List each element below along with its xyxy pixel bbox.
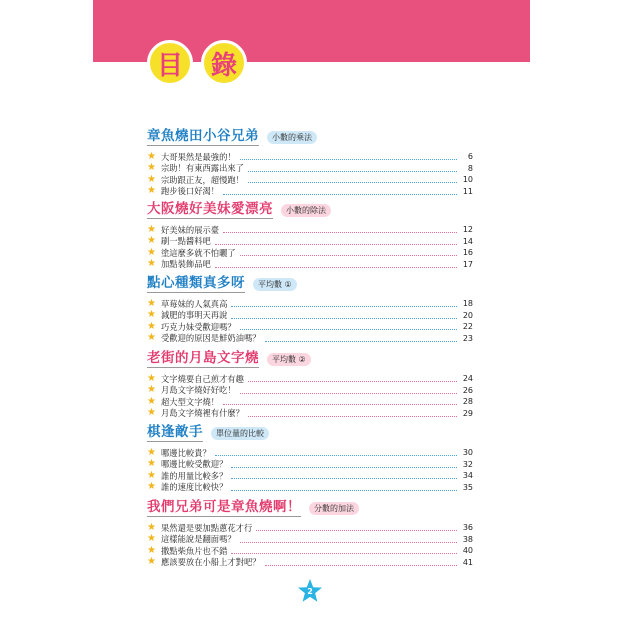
section-title: 大阪燒好美妹愛漂亮 [147, 201, 273, 217]
star-icon: ★ [147, 544, 156, 556]
toc-entry[interactable] [147, 186, 473, 198]
entry-title: 這樣能說是翻面嗎？ [161, 534, 236, 545]
leader-dots [240, 255, 457, 256]
title-char-circle [201, 40, 247, 86]
entry-title: 草莓妹的人氣真高 [161, 298, 228, 309]
section-tag: 平均數 ② [267, 353, 311, 366]
entry-page: 10 [462, 175, 473, 185]
leader-dots [231, 318, 457, 319]
leader-dots [215, 455, 457, 456]
toc-entry[interactable] [147, 174, 473, 186]
entry-title: 哪邊比較貴？ [161, 447, 211, 458]
toc-entry[interactable] [147, 385, 473, 397]
entry-page: 24 [462, 374, 473, 384]
toc-entry[interactable] [147, 408, 473, 420]
toc-entry[interactable] [147, 545, 473, 557]
entry-page: 41 [462, 557, 473, 567]
star-icon: ★ [147, 407, 156, 419]
entry-page: 30 [462, 448, 473, 458]
toc-entry[interactable] [147, 534, 473, 546]
toc-entry[interactable] [147, 373, 473, 385]
leader-dots [231, 553, 457, 554]
star-icon: ★ [147, 258, 156, 270]
entry-title: 宗助！有東西露出來了 [161, 163, 244, 174]
toc-section [147, 274, 473, 344]
section-tag: 單位量的比較 [211, 427, 269, 440]
page-number: 2 [307, 586, 313, 596]
entry-title: 加點裝飾品吧 [161, 259, 211, 270]
leader-dots [231, 467, 457, 468]
entry-title: 月島文字燒裡有什麼？ [161, 408, 244, 419]
entry-title: 應該要放在小船上才對吧？ [161, 557, 261, 568]
star-icon: ★ [147, 173, 156, 185]
entry-title: 跑步後口好渴！ [161, 186, 220, 197]
leader-dots [240, 159, 457, 160]
section-tag: 小數的乘法 [267, 131, 317, 144]
toc-section [147, 200, 473, 270]
entry-title: 超大型文字燒！ [161, 396, 220, 407]
star-icon: ★ [147, 223, 156, 235]
entry-page: 40 [462, 546, 473, 556]
toc-entry[interactable] [147, 557, 473, 569]
toc-entry[interactable] [147, 321, 473, 333]
entry-page: 32 [462, 459, 473, 469]
section-title: 老街的月島文字燒 [147, 350, 259, 366]
star-icon: ★ [147, 556, 156, 568]
entry-title: 減肥的事明天再說 [161, 310, 228, 321]
entry-page: 18 [462, 299, 473, 309]
leader-dots [265, 341, 457, 342]
section-tag: 小數的除法 [281, 204, 331, 217]
entry-page: 34 [462, 471, 473, 481]
entry-page: 16 [462, 248, 473, 258]
star-icon: ★ [147, 309, 156, 321]
leader-dots [231, 490, 457, 491]
entry-page: 36 [462, 523, 473, 533]
star-icon: ★ [147, 521, 156, 533]
entry-page: 17 [462, 259, 473, 269]
leader-dots [240, 329, 457, 330]
toc-entry[interactable] [147, 333, 473, 345]
entry-page: 20 [462, 310, 473, 320]
section-tag: 分數的加法 [309, 502, 359, 515]
star-icon: ★ [147, 297, 156, 309]
section-tag: 平均數 ① [253, 278, 297, 291]
star-icon: ★ [147, 162, 156, 174]
toc-entry[interactable] [147, 447, 473, 459]
leader-dots [223, 404, 457, 405]
entry-title: 受歡迎的原因是鮮奶油嗎？ [161, 333, 261, 344]
toc-entry[interactable] [147, 236, 473, 248]
toc-entry[interactable] [147, 224, 473, 236]
title-char: 目 [156, 50, 183, 81]
entry-title: 撒點柴魚片也不錯 [161, 545, 228, 556]
section-title: 章魚燒田小谷兄弟 [147, 128, 259, 144]
toc-entry[interactable] [147, 396, 473, 408]
title-char-circle [147, 40, 193, 86]
leader-dots [248, 381, 457, 382]
star-icon: ★ [147, 235, 156, 247]
star-icon: ★ [147, 372, 156, 384]
toc-entry[interactable] [147, 259, 473, 271]
entry-title: 誰的速度比較快？ [161, 482, 228, 493]
star-icon: ★ [147, 481, 156, 493]
entry-title: 宗助跟正友，超慢跑！ [161, 174, 244, 185]
entry-page: 22 [462, 322, 473, 332]
section-title: 點心種類真多呀 [147, 275, 245, 291]
entry-page: 6 [467, 152, 473, 162]
entry-title: 巧克力妹受歡迎嗎？ [161, 321, 236, 332]
entry-title: 文字燒要自己煎才有趣 [161, 373, 244, 384]
leader-dots [248, 171, 457, 172]
star-icon: ★ [147, 332, 156, 344]
star-icon: ★ [147, 246, 156, 258]
toc-entry[interactable] [147, 247, 473, 259]
entry-title: 月島文字燒好好吃！ [161, 385, 236, 396]
leader-dots [248, 416, 457, 417]
entry-title: 大哥果然是最強的！ [161, 151, 236, 162]
leader-dots [265, 565, 457, 566]
entry-page: 8 [467, 163, 473, 173]
leader-dots [223, 194, 457, 195]
toc-section [147, 349, 473, 419]
toc-section [147, 498, 473, 568]
leader-dots [231, 306, 457, 307]
toc-entry[interactable] [147, 310, 473, 322]
toc-entry[interactable] [147, 298, 473, 310]
star-icon: ★ [147, 446, 156, 458]
entry-page: 26 [462, 385, 473, 395]
toc-entry[interactable] [147, 151, 473, 163]
star-icon: ★ [147, 533, 156, 545]
leader-dots [240, 393, 457, 394]
leader-dots [223, 232, 457, 233]
leader-dots [240, 542, 457, 543]
entry-page: 11 [462, 186, 473, 196]
leader-dots [215, 244, 457, 245]
entry-page: 29 [462, 408, 473, 418]
star-icon: ★ [147, 458, 156, 470]
star-icon: ★ [147, 150, 156, 162]
toc-entry[interactable] [147, 163, 473, 175]
section-title: 棋逢敵手 [147, 424, 203, 440]
entry-page: 35 [462, 482, 473, 492]
star-icon: ★ [147, 395, 156, 407]
star-icon: ★ [147, 469, 156, 481]
entry-page: 38 [462, 534, 473, 544]
toc-entry[interactable] [147, 482, 473, 494]
entry-title: 塗這麼多就不怕曬了 [161, 247, 236, 258]
toc-section [147, 127, 473, 197]
star-icon: ★ [147, 185, 156, 197]
title-char: 錄 [210, 50, 237, 81]
star-icon: ★ [147, 320, 156, 332]
entry-title: 誰的用量比較多？ [161, 470, 228, 481]
leader-dots [215, 267, 457, 268]
entry-title: 刷一點醬料吧 [161, 236, 211, 247]
section-title: 我們兄弟可是章魚燒啊！ [147, 499, 301, 515]
star-icon: ★ [147, 384, 156, 396]
toc-entry[interactable] [147, 459, 473, 471]
leader-dots [256, 530, 457, 531]
entry-title: 哪邊比較受歡迎？ [161, 459, 228, 470]
toc-entry[interactable] [147, 522, 473, 534]
entry-page: 14 [462, 236, 473, 246]
leader-dots [231, 478, 457, 479]
entry-page: 23 [462, 333, 473, 343]
entry-page: 12 [462, 225, 473, 235]
leader-dots [248, 182, 457, 183]
entry-title: 好美妹的展示臺 [161, 224, 220, 235]
toc-entry[interactable] [147, 470, 473, 482]
toc-section [147, 423, 473, 493]
entry-title: 果然還是要加點蔥花才行 [161, 522, 253, 533]
entry-page: 28 [462, 397, 473, 407]
